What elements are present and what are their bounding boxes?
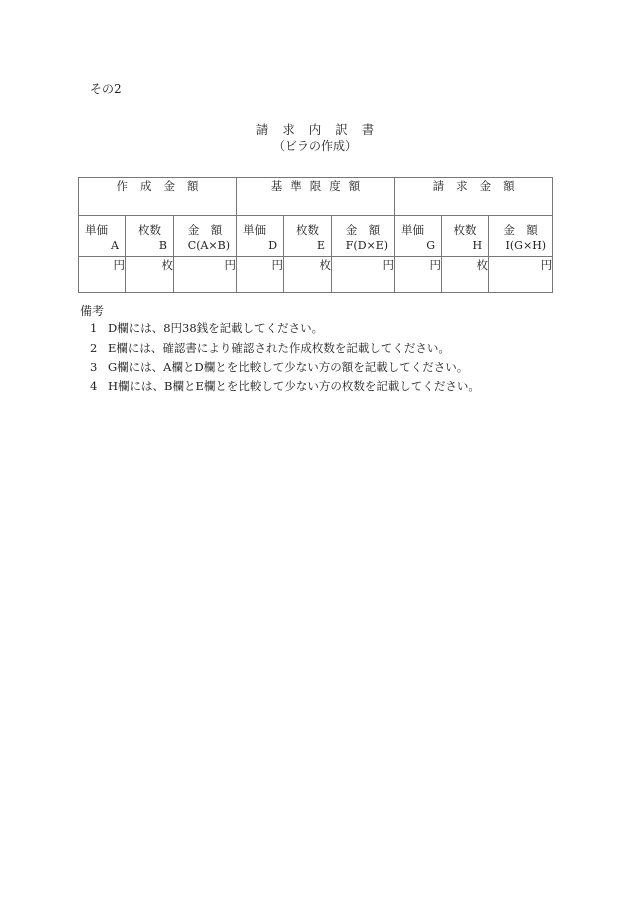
value-cell-g[interactable]: 円 xyxy=(395,257,442,293)
column-header: 金 額 C(A×B) xyxy=(174,216,237,257)
document-subtitle: （ビラの作成） xyxy=(272,139,357,153)
title-char: 請 xyxy=(255,122,269,137)
value-cell-e[interactable]: 枚 xyxy=(284,257,332,293)
group-production-amount: 作 成 金 額 xyxy=(79,178,237,216)
value-cell-f[interactable]: 円 xyxy=(332,257,395,293)
column-header: 単価 G xyxy=(395,216,442,257)
document-title xyxy=(0,120,630,138)
invoice-breakdown-table xyxy=(78,177,553,293)
value-cell-d[interactable]: 円 xyxy=(237,257,284,293)
group-standard-limit: 基 準 限 度 額 xyxy=(237,178,395,216)
value-cell-b[interactable]: 枚 xyxy=(126,257,174,293)
title-char: 訳 xyxy=(335,122,348,137)
section-label: その2 xyxy=(90,82,122,96)
column-header: 金 額 F(D×E) xyxy=(332,216,395,257)
remark-item: 3 G欄には、A欄とD欄とを比較して少ない方の額を記載してください。 xyxy=(90,360,469,374)
value-cell-a[interactable]: 円 xyxy=(79,257,126,293)
remark-item: 1 D欄には、8円38銭を記載してください。 xyxy=(90,321,324,335)
column-header: 枚数 E xyxy=(284,216,332,257)
value-cell-c[interactable]: 円 xyxy=(174,257,237,293)
column-header: 単価 D xyxy=(237,216,284,257)
value-row xyxy=(79,257,553,293)
column-header-row xyxy=(79,216,553,257)
group-header-row xyxy=(79,178,553,216)
column-header: 枚数 B xyxy=(126,216,174,257)
value-cell-i[interactable]: 円 xyxy=(489,257,553,293)
value-cell-h[interactable]: 枚 xyxy=(442,257,489,293)
remarks-title: 備考 xyxy=(80,304,105,318)
group-claim-amount: 請 求 金 額 xyxy=(395,178,553,216)
remark-item: 2 E欄には、確認書により確認された作成枚数を記載してください。 xyxy=(90,341,450,355)
column-header: 枚数 H xyxy=(442,216,489,257)
title-char: 求 xyxy=(282,122,295,137)
title-char: 内 xyxy=(308,122,322,137)
column-header: 金 額 I(G×H) xyxy=(489,216,553,257)
title-char: 書 xyxy=(361,122,375,137)
column-header: 単価 A xyxy=(79,216,126,257)
remark-item: 4 H欄には、B欄とE欄とを比較して少ない方の枚数を記載してください。 xyxy=(90,379,480,393)
